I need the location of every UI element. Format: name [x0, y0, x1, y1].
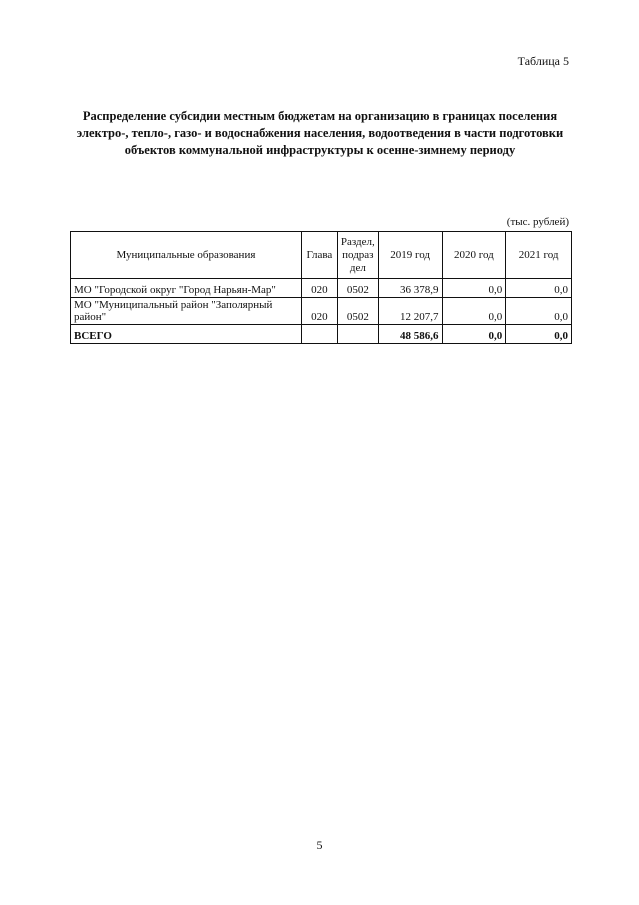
total-section-empty: [337, 325, 378, 344]
header-2020: 2020 год: [442, 232, 506, 279]
cell-2020: 0,0: [442, 298, 506, 325]
header-section: Раздел, подраз дел: [337, 232, 378, 279]
cell-chapter: 020: [301, 298, 337, 325]
units-label: (тыс. рублей): [506, 216, 569, 228]
table-row: [71, 279, 572, 298]
cell-section: 0502: [337, 298, 378, 325]
cell-section: 0502: [337, 279, 378, 298]
header-chapter: Глава: [301, 232, 337, 279]
header-2019: 2019 год: [378, 232, 442, 279]
cell-municipality: МО "Городской округ "Город Нарьян-Мар": [71, 279, 302, 298]
table-row: [71, 298, 572, 325]
cell-municipality: МО "Муниципальный район "Заполярный район": [71, 298, 302, 325]
cell-2021: 0,0: [506, 279, 572, 298]
total-chapter-empty: [301, 325, 337, 344]
subsidy-table: [70, 231, 572, 344]
cell-2019: 36 378,9: [378, 279, 442, 298]
cell-chapter: 020: [301, 279, 337, 298]
header-2021: 2021 год: [506, 232, 572, 279]
cell-2019: 12 207,7: [378, 298, 442, 325]
total-2019: 48 586,6: [378, 325, 442, 344]
document-title: Распределение субсидии местным бюджетам на организацию в границах поселения электро-, тепло-, газо- и водоснабжения населения, водоотведения в части подготовки объектов коммунальной инфраструктуры к осенне-зимнему периоду: [76, 109, 564, 157]
cell-2020: 0,0: [442, 279, 506, 298]
total-2021: 0,0: [506, 325, 572, 344]
header-municipality: Муниципальные образования: [71, 232, 302, 279]
cell-2021: 0,0: [506, 298, 572, 325]
table-label: Таблица 5: [517, 54, 569, 68]
page-number: 5: [316, 838, 323, 852]
total-label: ВСЕГО: [71, 325, 302, 344]
total-2020: 0,0: [442, 325, 506, 344]
total-row: [71, 325, 572, 344]
table-header-row: [71, 232, 572, 279]
